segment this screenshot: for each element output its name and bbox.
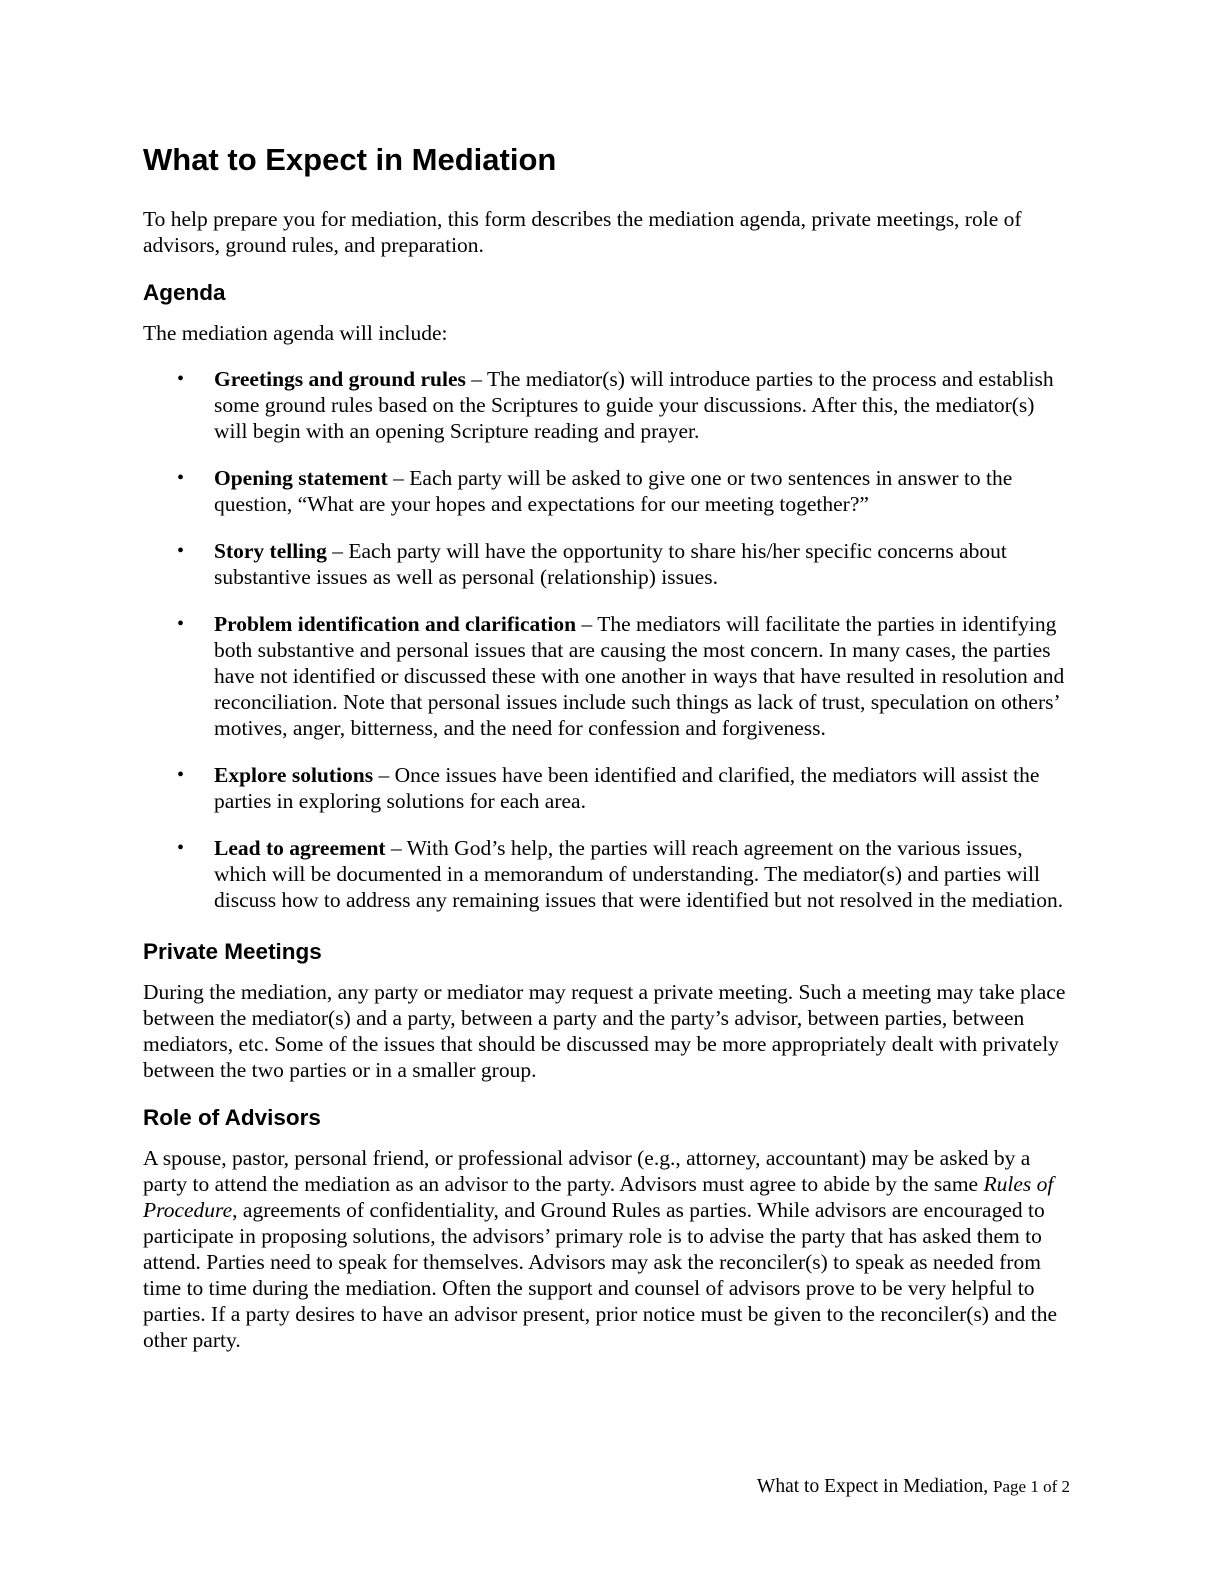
bullet-icon: • [177, 540, 185, 562]
page-content [143, 140, 1073, 1373]
agenda-item-term: Story telling [214, 539, 327, 563]
advisors-text-end: , agreements of confidentiality, and Ground Rules as parties. While advisors are encouraged to participate in proposing solutions, the advisors’ primary role is to advise the party that has asked them to attend. Parties need to speak for themselves. Advisors may ask the reconciler(s) to speak as needed from time to time during the mediation. Often the support and counsel of advisors prove to be very helpful to parties. If a party desires to have an advisor present, prior notice must be given to the reconciler(s) and the other party. [143, 1198, 1058, 1352]
page-title: What to Expect in Mediation [143, 142, 557, 177]
private-meetings-heading: Private Meetings [143, 939, 322, 964]
advisors-heading: Role of Advisors [143, 1105, 321, 1130]
bullet-icon: • [177, 837, 185, 859]
agenda-item-text: – With God’s help, the parties will reach agreement on the various issues, which will be documented in a memorandum of understanding. The mediator(s) and parties will discuss how to address any remaining issues that were identified but not resolved in the mediation. [214, 836, 1064, 912]
advisors-text-start: A spouse, pastor, personal friend, or professional advisor (e.g., attorney, accountant) may be asked by a party to attend the mediation as an advisor to the party. Advisors must agree to abide by the same [143, 1146, 1031, 1196]
agenda-item-term: Opening statement [214, 466, 388, 490]
agenda-list [143, 366, 1073, 913]
intro-paragraph: To help prepare you for mediation, this form describes the mediation agenda, private meetings, role of advisors, ground rules, and preparation. [143, 207, 1022, 257]
agenda-item-term: Lead to agreement [214, 836, 386, 860]
bullet-icon: • [177, 467, 185, 489]
bullet-icon: • [177, 613, 185, 635]
agenda-item [143, 465, 1073, 517]
agenda-item-text: – Each party will be asked to give one or two sentences in answer to the question, “What are your hopes and expectations for our meeting together?” [214, 466, 1013, 516]
agenda-item [143, 366, 1073, 444]
agenda-item [143, 762, 1073, 814]
advisors-paragraph [143, 1145, 1073, 1353]
agenda-item-term: Greetings and ground rules [214, 367, 466, 391]
agenda-item [143, 538, 1073, 590]
agenda-item-text: – The mediator(s) will introduce parties to the process and establish some ground rules based on the Scriptures to guide your discussions. After this, the mediator(s) will begin with an opening Scripture reading and prayer. [214, 367, 1054, 443]
bullet-icon: • [177, 368, 185, 390]
agenda-heading: Agenda [143, 280, 226, 305]
agenda-item-text: – The mediators will facilitate the parties in identifying both substantive and personal issues that are causing the most concern. In many cases, the parties have not identified or discussed these with one another in ways that have resulted in resolution and reconciliation. Note that personal issues include such things as lack of trust, speculation on others’ motives, anger, bitterness, and the need for confession and forgiveness. [214, 612, 1065, 740]
agenda-item-text: – Each party will have the opportunity to share his/her specific concerns about substantive issues as well as personal (relationship) issues. [214, 539, 1007, 589]
footer-doc-title: What to Expect in Mediation, [756, 1476, 989, 1497]
agenda-item-text: – Once issues have been identified and clarified, the mediators will assist the parties in exploring solutions for each area. [214, 763, 1040, 813]
agenda-item [143, 835, 1073, 913]
agenda-item [143, 611, 1073, 741]
page-footer [757, 1475, 1070, 1499]
agenda-lead: The mediation agenda will include: [143, 321, 448, 345]
bullet-icon: • [177, 764, 185, 786]
agenda-item-term: Problem identification and clarification [214, 612, 577, 636]
footer-page-number: Page 1 of 2 [993, 1477, 1070, 1496]
private-meetings-paragraph: During the mediation, any party or mediator may request a private meeting. Such a meeting may take place between the mediator(s) and a party, between a party and the party’s advisor, between parties, between mediators, etc. Some of the issues that should be discussed may be more appropriately dealt with privately between the two parties or in a smaller group. [143, 980, 1066, 1082]
rules-of-procedure-title: Rules of Procedure [143, 1172, 1054, 1222]
agenda-item-term: Explore solutions [214, 763, 374, 787]
